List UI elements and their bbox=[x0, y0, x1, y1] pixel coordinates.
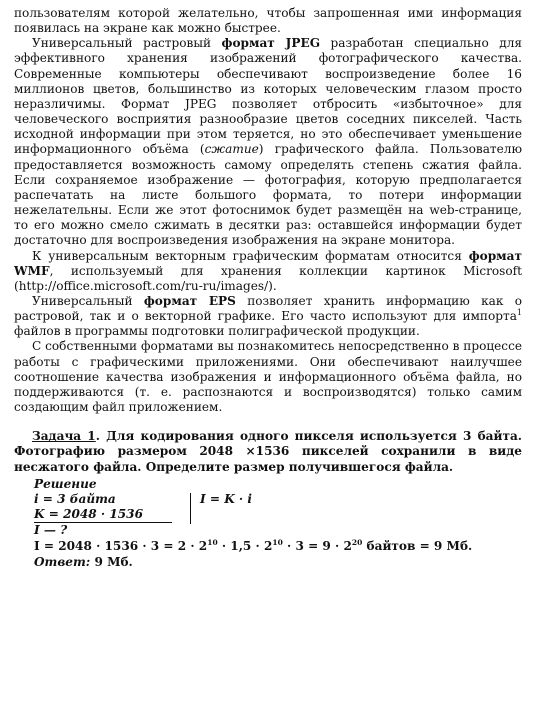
answer-line bbox=[34, 554, 522, 570]
paragraph-text: пользователям которой желательно, чтобы запрошенная ими информация появилась на экране как можно быстрее. bbox=[14, 6, 522, 36]
paragraph-text: К универсальным векторным графическим форматам относится bbox=[32, 248, 469, 263]
term-jpeg: формат JPEG bbox=[221, 36, 321, 51]
given-row bbox=[34, 507, 172, 523]
calc-exponent: 10 bbox=[272, 537, 283, 547]
calc-text: байтов = 9 Мб. bbox=[362, 538, 473, 553]
task-text: . Для кодирования одного пикселя используется 3 байта. Фотографию размером 2048 ×1536 пикселей сохранили в виде несжатого файла. Определите размер получившегося файла. bbox=[14, 429, 522, 474]
given-list bbox=[34, 492, 174, 538]
task-title: Задача 1 bbox=[32, 429, 96, 444]
calculation-line bbox=[34, 538, 522, 554]
answer-value: 9 Мб. bbox=[90, 554, 133, 569]
given-row bbox=[34, 492, 174, 507]
formula bbox=[200, 492, 252, 507]
given-value: I — ? bbox=[34, 522, 68, 537]
paragraph-text: ) графического файла. Пользователю предоставляется возможность самому определять степень сжатия файла. Если сохраняемое изображение — фотография, которую предполагается распечатать на листе большого формата, то потери информации нежелательны. Если же этот фотоснимок будет размещён на web-странице, то его можно смело сжимать в десятки раз: оставшейся информации будет достаточно для воспроизведения изображения на экране монитора. bbox=[14, 142, 522, 248]
footnote-mark: 1 bbox=[516, 308, 522, 318]
task-block bbox=[14, 429, 522, 569]
paragraph-continuation bbox=[14, 6, 522, 36]
calc-text: I = 2048 · 1536 · 3 = 2 · 2 bbox=[34, 538, 208, 553]
calc-exponent: 10 bbox=[207, 537, 218, 547]
term-compression: сжатие bbox=[204, 142, 259, 157]
paragraph-jpeg bbox=[14, 36, 522, 248]
given-value: K = 2048 · 1536 bbox=[34, 506, 144, 521]
given-row bbox=[34, 523, 174, 538]
answer-label: Ответ: bbox=[34, 554, 91, 569]
paragraph-eps bbox=[14, 294, 522, 339]
paragraph-text: позволяет хранить информацию как о растровой, так и о векторной графике. Его часто используют для импорта bbox=[14, 293, 523, 324]
calc-text: · 1,5 · 2 bbox=[217, 538, 273, 553]
solution-label: Решение bbox=[34, 476, 97, 491]
paragraph-wmf bbox=[14, 249, 522, 294]
task-statement bbox=[14, 429, 522, 474]
calc-exponent: 20 bbox=[351, 537, 363, 547]
paragraph-text: Универсальный растровый bbox=[32, 36, 222, 51]
term-eps: формат EPS bbox=[143, 293, 236, 308]
paragraph-text: разработан специально для эффективного хранения изображений фотографического качества. Современные компьютеры обеспечивают воспроизведение более 16 миллионов цветов, большинство из которых человеческим глазом просто неразличимы. Формат JPEG позволяет отбросить «избыточное» для человеческого восприятия разнообразие цветов соседних пикселей. Часть исходной информации при этом теряется, но это обеспечивает уменьшение информационного объёма ( bbox=[14, 36, 523, 157]
paragraph-text: Универсальный bbox=[32, 293, 144, 308]
given-block bbox=[34, 492, 334, 538]
paragraph-text: С собственными форматами вы познакомитесь непосредственно в процессе работы с графическими приложениями. Они обеспечивают наилучшее соотношение качества изображения и информационного объёма файла, но поддерживаются (т. е. распознаются и воспроизводятся) только самим создающим файл приложением. bbox=[14, 339, 522, 415]
term-wmf: формат WMF bbox=[14, 248, 522, 278]
calc-text: · 3 = 9 · 2 bbox=[282, 538, 352, 553]
paragraph-text: файлов в программы подготовки полиграфической продукции. bbox=[14, 324, 420, 339]
paragraph-text: , используемый для хранения коллекции картинок Microsoft (http://office.microsoft.com/ru-ru/images/). bbox=[14, 263, 522, 293]
paragraph-native-formats bbox=[14, 339, 522, 415]
given-value: i = 3 байта bbox=[34, 491, 116, 506]
divider-line bbox=[190, 493, 191, 524]
formula-text: I = K · i bbox=[200, 491, 252, 506]
